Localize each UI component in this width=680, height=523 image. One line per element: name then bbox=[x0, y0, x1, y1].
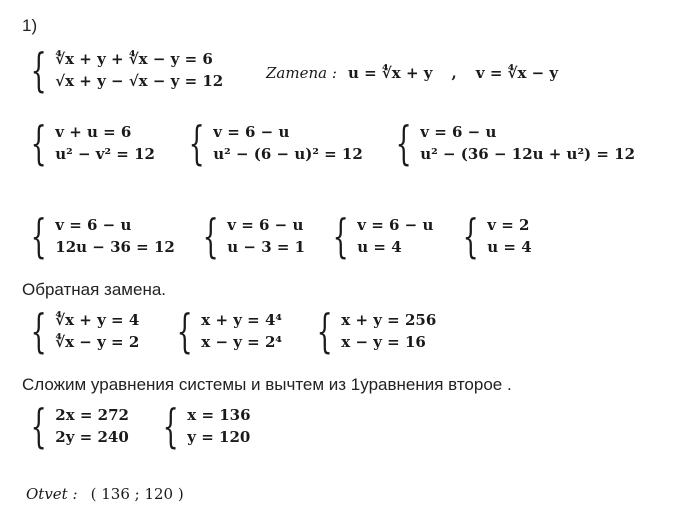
system-reverse-3 bbox=[310, 304, 437, 358]
equation-row-2: u − 3 = 1 bbox=[227, 238, 306, 256]
brace: { bbox=[188, 116, 205, 170]
equation-row-2: u² − (36 − 12u + u²) = 12 bbox=[420, 145, 636, 163]
equation-row-1: x = 136 bbox=[187, 406, 251, 424]
equation-row-1: v = 6 − u bbox=[227, 216, 304, 234]
system-original bbox=[24, 43, 224, 97]
equation-row-1: x + y = 4⁴ bbox=[201, 311, 282, 329]
equation-row-1: v = 6 − u bbox=[213, 123, 290, 141]
system-step-7 bbox=[456, 209, 532, 263]
equation-row-2: ∜x − y = 2 bbox=[55, 333, 140, 351]
equation-row-1: x + y = 256 bbox=[341, 311, 437, 329]
equation-row-1: 2x = 272 bbox=[55, 406, 129, 424]
problem-number: 1) bbox=[22, 16, 38, 35]
equation-row-1: v = 6 − u bbox=[357, 216, 434, 234]
substitution-v: v = ∜x − y bbox=[475, 64, 559, 82]
text-add-equations: Сложим уравнения системы и вычтем из 1уравнения второе . bbox=[22, 375, 512, 394]
brace: { bbox=[316, 304, 333, 358]
brace: { bbox=[30, 43, 47, 97]
equation-row-2: y = 120 bbox=[187, 428, 251, 446]
equation-row-1: v = 6 − u bbox=[420, 123, 497, 141]
brace: { bbox=[30, 116, 47, 170]
equation-row-2: 2y = 240 bbox=[55, 428, 129, 446]
system-step-4 bbox=[24, 209, 175, 263]
brace: { bbox=[30, 399, 47, 453]
system-step-6 bbox=[326, 209, 434, 263]
brace: { bbox=[332, 209, 349, 263]
system-reverse-1 bbox=[24, 304, 140, 358]
equation-row-2: u² − (6 − u)² = 12 bbox=[213, 145, 363, 163]
equation-row-2: x − y = 2⁴ bbox=[201, 333, 282, 351]
brace: { bbox=[162, 399, 179, 453]
system-step-1 bbox=[24, 116, 155, 170]
substitution-label: Zamena : bbox=[266, 64, 337, 82]
equation-row-2: u = 4 bbox=[487, 238, 532, 256]
equation-row-2: u² − v² = 12 bbox=[55, 145, 155, 163]
equation-row-2: 12u − 36 = 12 bbox=[55, 238, 175, 256]
equation-row-1: ∜x + y + ∜x − y = 6 bbox=[55, 50, 213, 68]
equation-row-2: u = 4 bbox=[357, 238, 402, 256]
system-reverse-2 bbox=[170, 304, 282, 358]
brace: { bbox=[30, 209, 47, 263]
brace: { bbox=[202, 209, 219, 263]
equation-row-1: ∜x + y = 4 bbox=[55, 311, 140, 329]
system-step-3 bbox=[389, 116, 636, 170]
equation-row-1: v = 2 bbox=[487, 216, 530, 234]
substitution-separator: , bbox=[451, 64, 457, 82]
brace: { bbox=[462, 209, 479, 263]
equation-row-1: v + u = 6 bbox=[55, 123, 132, 141]
system-step-5 bbox=[196, 209, 306, 263]
answer-label: Otvet : bbox=[26, 485, 78, 503]
system-final-1 bbox=[24, 399, 129, 453]
substitution-line bbox=[266, 62, 558, 84]
equation-row-2: x − y = 16 bbox=[341, 333, 426, 351]
system-step-2 bbox=[182, 116, 363, 170]
answer-line bbox=[26, 484, 184, 503]
brace: { bbox=[395, 116, 412, 170]
brace: { bbox=[176, 304, 193, 358]
equation-row-1: v = 6 − u bbox=[55, 216, 132, 234]
substitution-u: u = ∜x + y bbox=[348, 64, 433, 82]
answer-value: ( 136 ; 120 ) bbox=[90, 485, 184, 503]
brace: { bbox=[30, 304, 47, 358]
system-final-2 bbox=[156, 399, 251, 453]
equation-row-2: √x + y − √x − y = 12 bbox=[55, 72, 224, 90]
text-reverse-substitution: Обратная замена. bbox=[22, 280, 167, 299]
